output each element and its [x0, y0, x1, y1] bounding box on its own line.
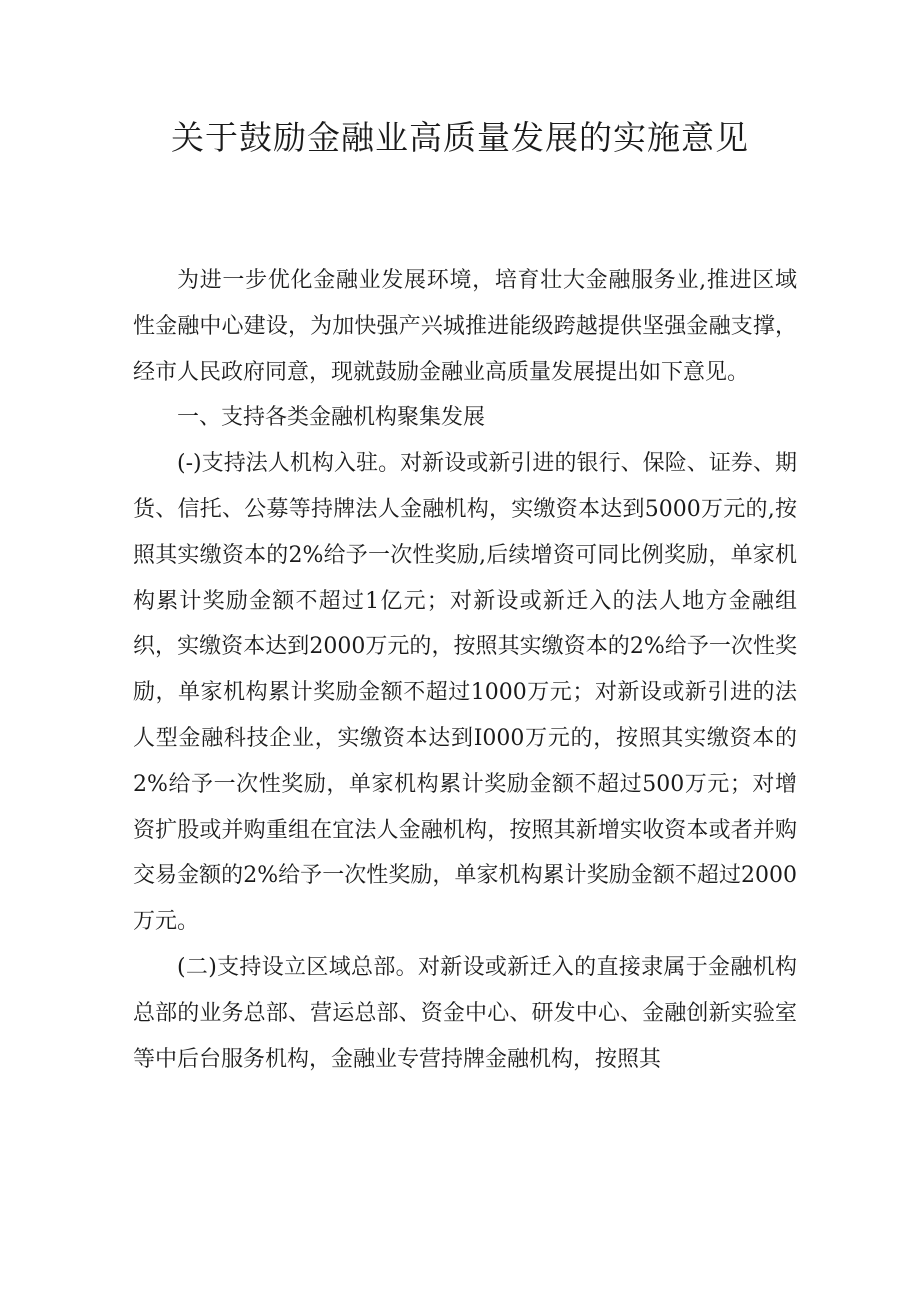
document-title: 关于鼓励金融业高质量发展的实施意见 — [171, 118, 749, 157]
paragraph-item-1: (-)支持法人机构入驻。对新设或新引进的银行、保险、证券、期货、信托、公募等持牌法人金融机构，实缴资本达到5000万元的,按照其实缴资本的2%给予一次性奖励,后续增资可同比例奖励，单家机构累计奖励金额不超过1亿元；对新设或新迁入的法人地方金融组织，实缴资本达到2000万元的，按照其实缴资本的2%给予一次性奖励，单家机构累计奖励金额不超过1000万元；对新设或新引进的法人型金融科技企业，实缴资本达到I000万元的，按照其实缴资本的2%给予一次性奖励，单家机构累计奖励金额不超过500万元；对增资扩股或并购重组在宜法人金融机构，按照其新增实收资本或者并购交易金额的2%给予一次性奖励，单家机构累计奖励金额不超过2000万元。 — [133, 451, 797, 935]
document-body — [133, 258, 797, 1082]
paragraph-item-2: (二)支持设立区域总部。对新设或新迁入的直接隶属于金融机构总部的业务总部、营运总部、资金中心、研发中心、金融创新实验室等中后台服务机构，金融业专营持牌金融机构，按照其 — [133, 954, 797, 1072]
section-heading-1: 一、支持各类金融机构聚集发展 — [177, 405, 486, 431]
paragraph-intro: 为进一步优化金融业发展环境，培育壮大金融服务业,推进区域性金融中心建设，为加快强产兴城推进能级跨越提供坚强金融支撑，经市人民政府同意，现就鼓励金融业高质量发展提出如下意见。 — [133, 268, 797, 385]
